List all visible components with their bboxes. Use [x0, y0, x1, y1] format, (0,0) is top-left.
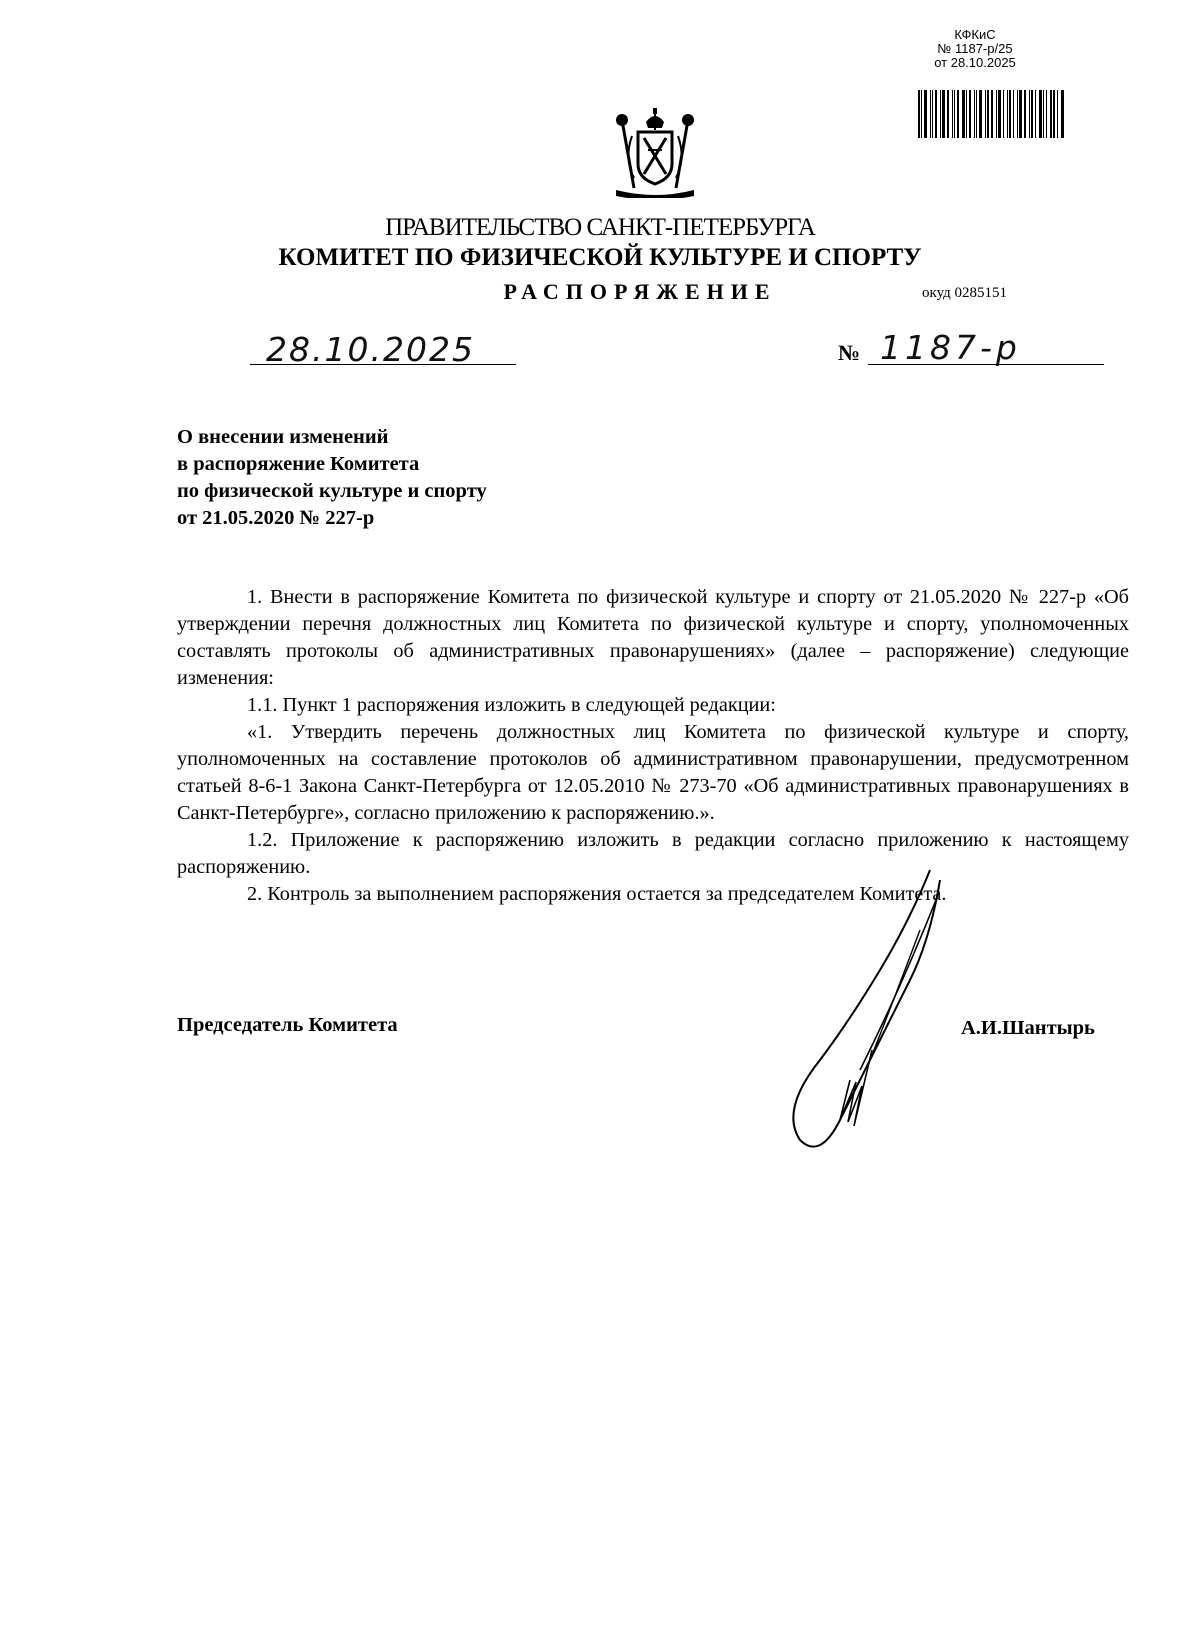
barcode-bar — [969, 90, 971, 138]
barcode-bar — [1057, 90, 1058, 138]
barcode-bar — [952, 90, 953, 138]
barcode-bar — [947, 90, 949, 138]
barcode-bar — [991, 90, 993, 138]
body-paragraph: «1. Утвердить перечень должностных лиц Комитета по физической культуре и спорту, уполномоченных на составление протоколов об административном правонарушении, предусмотренном статьей 8-6-1 Закона Санкт-Петербурга от 12.05.2010 № 273-70 «Об административных правонарушениях в Санкт-Петербурге», согласно приложению к распоряжению.». — [177, 721, 1129, 824]
signatory-name: А.И.Шантырь — [961, 1017, 1095, 1039]
barcode-bar — [998, 90, 1001, 138]
number-underline — [868, 364, 1104, 365]
barcode-bar — [996, 90, 997, 138]
barcode-bar — [962, 90, 965, 138]
handwritten-number: 1187-р — [880, 328, 1021, 367]
barcode-bar — [924, 90, 927, 138]
signatory-role: Председатель Комитета — [177, 1014, 398, 1036]
stamp-line-2: № 1187-р/25 — [937, 41, 1013, 56]
committee-title: КОМИТЕТ ПО ФИЗИЧЕСКОЙ КУЛЬТУРЕ И СПОРТУ — [278, 244, 922, 271]
barcode-bar — [942, 90, 945, 138]
barcode-bar — [940, 90, 941, 138]
subject-line: от 21.05.2020 № 227-р — [177, 507, 375, 529]
barcode-bar — [1053, 90, 1055, 138]
barcode-bar — [1035, 90, 1036, 138]
subject-line: О внесении изменений — [177, 426, 389, 448]
barcode-bar — [1003, 90, 1004, 138]
body-paragraph: 1. Внести в распоряжение Комитета по физической культуре и спорту от 21.05.2020 № 227-р «Об утверждении перечня должностных лиц Комитета по физической культуре и спорту, уполномоченных составлять протоколы об административных правонарушениях» (далее – распоряжение) следующие изменения: — [177, 586, 1129, 689]
stamp-line-3: от 28.10.2025 — [934, 55, 1016, 70]
barcode-bar — [1017, 90, 1018, 138]
document-subject — [177, 424, 487, 532]
barcode-bar — [1039, 90, 1042, 138]
coat-of-arms-emblem — [608, 108, 702, 198]
body-paragraph: 1.2. Приложение к распоряжению изложить в редакции согласно приложению к настоящему распоряжению. — [177, 829, 1129, 878]
government-title: ПРАВИТЕЛЬСТВО САНКТ-ПЕТЕРБУРГА — [385, 214, 815, 241]
barcode-bar — [918, 90, 920, 138]
subject-line: по физической культуре и спорту — [177, 480, 487, 502]
barcode-bar — [1043, 90, 1044, 138]
barcode-bar — [1013, 90, 1014, 138]
barcode-bar — [935, 90, 937, 138]
barcode-bar — [1029, 90, 1030, 138]
body-paragraph: 1.1. Пункт 1 распоряжения изложить в следующей редакции: — [247, 694, 776, 716]
barcode-bar — [985, 90, 986, 138]
barcode-bar — [1031, 90, 1033, 138]
barcode-bar — [974, 90, 975, 138]
barcode-bar — [1046, 90, 1047, 138]
number-label: № — [838, 340, 861, 365]
barcode-bar — [1024, 90, 1026, 138]
okud-code: окуд 0285151 — [922, 285, 1008, 301]
barcode-bar — [1050, 90, 1052, 138]
stamp-line-1: КФКиС — [954, 27, 996, 42]
subject-line: в распоряжение Комитета — [177, 453, 420, 475]
handwritten-date: 28.10.2025 — [266, 330, 475, 369]
barcode-bar — [921, 90, 922, 138]
document-type: РАСПОРЯЖЕНИЕ — [503, 279, 777, 304]
barcode-bar — [1009, 90, 1011, 138]
barcode-bar — [957, 90, 959, 138]
barcode-bar — [976, 90, 977, 138]
barcode-bar — [1007, 90, 1008, 138]
document-body — [177, 584, 1129, 908]
registration-stamp — [900, 28, 1050, 70]
barcode-bar — [966, 90, 967, 138]
barcode-bar — [930, 90, 931, 138]
barcode-bar — [987, 90, 989, 138]
handwritten-signature — [760, 860, 980, 1160]
barcode-bar — [1019, 90, 1022, 138]
barcode-bar — [979, 90, 982, 138]
body-paragraph: 2. Контроль за выполнением распоряжения остается за председателем Комитета. — [247, 883, 947, 905]
barcode-bar — [954, 90, 955, 138]
date-underline — [250, 364, 516, 365]
barcode-bar — [932, 90, 933, 138]
barcode-bar — [1061, 90, 1064, 138]
barcode — [918, 90, 1072, 138]
